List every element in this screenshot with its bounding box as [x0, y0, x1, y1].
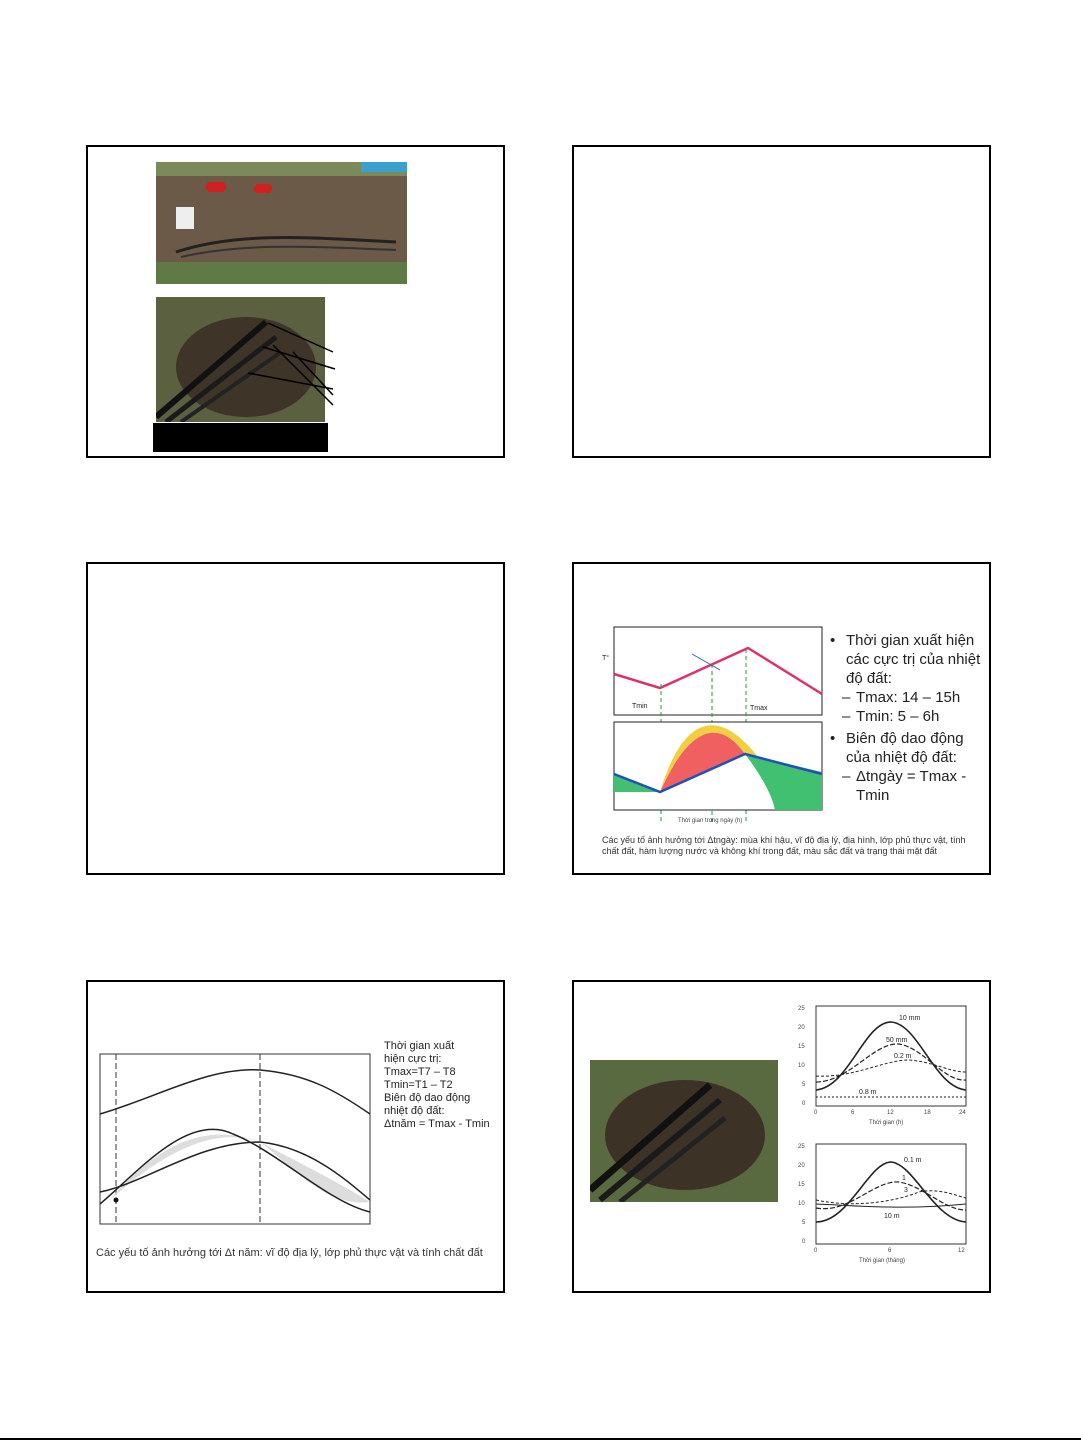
bottom-xlabel: Thời gian (tháng) — [859, 1258, 905, 1264]
bullet-amplitude: • Biên độ dao động của nhiệt độ đất: — [830, 729, 990, 767]
top-ytick-2: 15 — [798, 1044, 805, 1050]
sub-tmin: – Tmin: 5 – 6h — [830, 707, 990, 726]
top-ytick-5: 0 — [802, 1101, 806, 1107]
bottom-xtick-2: 12 — [958, 1248, 965, 1254]
sub-delta: – Δtngày = Tmax - Tmin — [830, 767, 990, 805]
side-line-3: Tmax=T7 – T8 — [384, 1066, 456, 1078]
top-ytick-0: 25 — [798, 1006, 805, 1012]
slide5-side-text — [384, 1040, 504, 1131]
black-label-bar — [153, 423, 328, 452]
daily-depth-chart — [794, 1002, 974, 1127]
label-01m: 0.1 m — [904, 1157, 922, 1164]
top-xtick-4: 24 — [959, 1110, 966, 1116]
bottom-xtick-1: 6 — [888, 1248, 892, 1254]
label-1: 1 — [902, 1175, 906, 1182]
page-bottom-rule — [0, 1438, 1081, 1440]
top-xtick-2: 12 — [887, 1110, 894, 1116]
side-line-2: hiện cực trị: — [384, 1053, 442, 1065]
bottom-ytick-1: 20 — [798, 1163, 805, 1169]
side-line-7: Δtnăm = Tmax - Tmin — [384, 1118, 490, 1130]
x-axis-label: Thời gian trong ngày (h) — [678, 818, 743, 824]
label-10mm: 10 mm — [899, 1015, 921, 1022]
slide5-caption: Các yếu tố ảnh hưởng tới Δt năm: vĩ độ địa lý, lớp phủ thực vật và tính chất đất — [96, 1247, 483, 1259]
pointer-lines — [88, 147, 505, 458]
top-xtick-0: 0 — [814, 1110, 818, 1116]
tmax-label: Tmax — [750, 705, 768, 712]
slide-3 — [86, 562, 505, 875]
annual-depth-chart — [794, 1140, 974, 1265]
bottom-ytick-2: 15 — [798, 1182, 805, 1188]
label-08m: 0.8 m — [859, 1089, 877, 1096]
bottom-ytick-5: 0 — [802, 1239, 806, 1245]
daily-temperature-diagram — [600, 624, 825, 829]
slide-1 — [86, 145, 505, 458]
top-ytick-1: 20 — [798, 1025, 805, 1031]
side-line-1: Thời gian xuất — [384, 1040, 455, 1052]
probe-photo-large — [590, 1060, 778, 1202]
bottom-ytick-3: 10 — [798, 1201, 805, 1207]
sub-tmax: – Tmax: 14 – 15h — [830, 688, 990, 707]
slide4-bullets — [830, 631, 990, 805]
label-3: 3 — [904, 1187, 908, 1194]
side-line-6: nhiệt độ đất: — [384, 1105, 445, 1117]
top-xtick-1: 6 — [851, 1110, 855, 1116]
bottom-ytick-0: 25 — [798, 1144, 805, 1150]
slide4-caption: Các yếu tố ảnh hưởng tới Δtngày: mùa khí hậu, vĩ độ địa lý, địa hình, lớp phủ thực vật, tính chất đất, hàm lượng nước và không khí trong đất, màu sắc đất và trạng thái mặt đất — [602, 835, 966, 856]
top-xtick-3: 18 — [924, 1110, 931, 1116]
slide-5 — [86, 980, 505, 1293]
label-50mm: 50 mm — [886, 1037, 908, 1044]
bottom-xtick-0: 0 — [814, 1248, 818, 1254]
tmin-label: Tmin — [632, 703, 648, 710]
top-xlabel: Thời gian (h) — [869, 1120, 904, 1126]
top-ytick-4: 5 — [802, 1082, 806, 1088]
slide-6 — [572, 980, 991, 1293]
label-02m: 0.2 m — [894, 1053, 912, 1060]
bullet-extremes: • Thời gian xuất hiện các cực trị của nhiệt độ đất: — [830, 631, 990, 688]
slide-2 — [572, 145, 991, 458]
y-axis-label: T° — [602, 655, 610, 662]
side-line-5: Biên độ dao động — [384, 1092, 471, 1104]
top-ytick-3: 10 — [798, 1063, 805, 1069]
label-10m: 10 m — [884, 1213, 900, 1220]
slide-4 — [572, 562, 991, 875]
bottom-ytick-4: 5 — [802, 1220, 806, 1226]
side-line-4: Tmin=T1 – T2 — [384, 1079, 453, 1091]
annual-temperature-diagram — [98, 1052, 373, 1227]
